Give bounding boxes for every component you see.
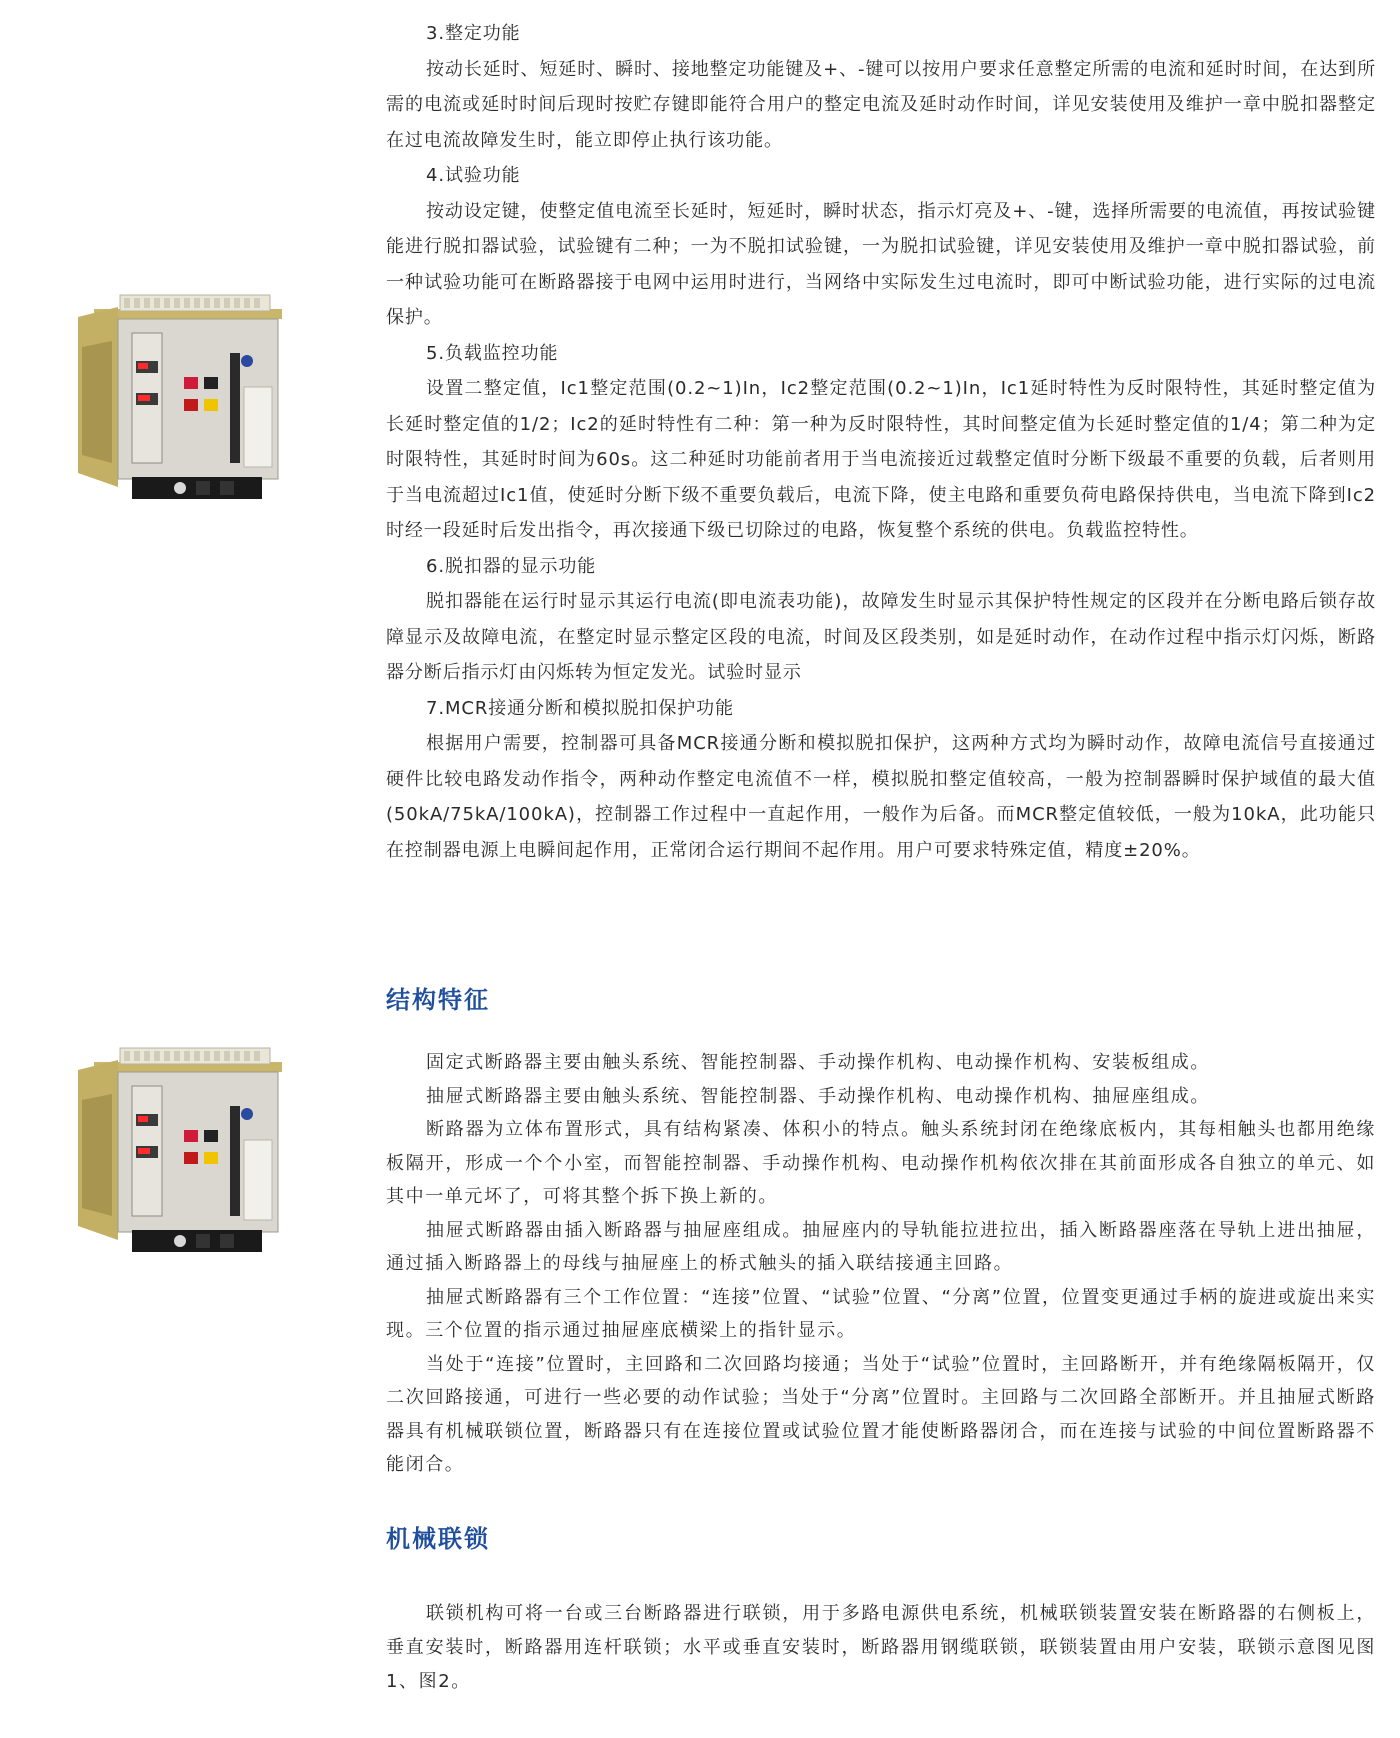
interlock-paragraph: 联锁机构可将一台或三台断路器进行联锁，用于多路电源供电系统，机械联锁装置安装在断路器的右侧板上，垂直安装时，断路器用连杆联锁；水平或垂直安装时，断路器用钢缆联锁，联锁装置由用户安装，联锁示意图见图1、图2。 xyxy=(386,1603,1376,1692)
function-body: 根据用户需要，控制器可具备MCR接通分断和模拟脱扣保护，这两种方式均为瞬时动作，故障电流信号直接通过硬件比较电路发动作指令，两种动作整定电流值不一样，模拟脱扣整定值较高，一般为控制器瞬时保护域值的最大值(50kA/75kA/100kA)，控制器工作过程中一直起作用，一般作为后备。而MCR整定值较低，一般为10kA，此功能只在控制器电源上电瞬间起作用，正常闭合运行期间不起作用。用户可要求特殊定值，精度±20%。 xyxy=(386,733,1376,861)
function-title: 3.整定功能 xyxy=(426,23,521,44)
structure-paragraph: 抽屉式断路器有三个工作位置：“连接”位置、“试验”位置、“分离”位置，位置变更通过手柄的旋进或旋出来实现。三个位置的指示通过抽屉座底横梁上的指针显示。 xyxy=(386,1286,1376,1341)
function-body: 按动设定键，使整定值电流至长延时，短延时，瞬时状态，指示灯亮及+、-键，选择所需要的电流值，再按试验键能进行脱扣器试验，试验键有二种；一为不脱扣试验键，一为脱扣试验键，详见安装使用及维护一章中脱扣器试验，前一种试验功能可在断路器接于电网中运用时进行，当网络中实际发生过电流时，即可中断试验功能，进行实际的过电流保护。 xyxy=(386,200,1376,328)
function-title: 6.脱扣器的显示功能 xyxy=(426,555,597,577)
structure-paragraph: 抽屉式断路器由插入断路器与抽屉座组成。抽屉座内的导轨能拉进拉出，插入断路器座落在导轨上进出抽屉，通过插入断路器上的母线与抽屉座上的桥式触头的插入联结接通主回路。 xyxy=(386,1219,1376,1274)
structure-section xyxy=(386,1046,1376,1482)
function-body: 设置二整定值，Ic1整定范围(0.2~1)In，Ic2整定范围(0.2~1)In，Ic1延时特性为反时限特性，其延时整定值为长延时整定值的1/2；Ic2的延时特性有二种：第一种为反时限特性，其时间整定值为长延时整定值的1/4；第二种为定时限特性，其延时时间为60s。这二种延时功能前者用于当电流接近过载整定值时分断下级最不重要的负载，后者则用于当电流超过Ic1值，使延时分断下级不重要负载后，电流下降，使主电路和重要负荷电路保持供电，当电流下降到Ic2时经一段延时后发出指令，再次接通下级已切除过的电路，恢复整个系统的供电。负载监控特性。 xyxy=(386,378,1376,541)
circuit-breaker-image xyxy=(72,287,312,527)
circuit-breaker-image xyxy=(72,1040,312,1280)
function-body: 按动长延时、短延时、瞬时、接地整定功能键及+、-键可以按用户要求任意整定所需的电流和延时时间，在达到所需的电流或延时时间后现时按贮存键即能符合用户的整定电流及延时动作时间，详见安装使用及维护一章中脱扣器整定在过电流故障发生时，能立即停止执行该功能。 xyxy=(386,58,1376,151)
interlock-heading: 机械联锁 xyxy=(386,1525,490,1553)
function-title: 7.MCR接通分断和模拟脱扣保护功能 xyxy=(426,697,734,719)
interlock-section xyxy=(386,1597,1376,1699)
structure-paragraph: 固定式断路器主要由触头系统、智能控制器、手动操作机构、电动操作机构、安装板组成。 xyxy=(426,1052,1210,1073)
function-body: 脱扣器能在运行时显示其运行电流(即电流表功能)，故障发生时显示其保护特性规定的区段并在分断电路后锁存故障显示及故障电流，在整定时显示整定区段的电流，时间及区段类别，如是延时动作，在动作过程中指示灯闪烁，断路器分断后指示灯由闪烁转为恒定发光。试验时显示 xyxy=(386,591,1376,683)
structure-paragraph: 断路器为立体布置形式，具有结构紧凑、体积小的特点。触头系统封闭在绝缘底板内，其每相触头也都用绝缘板隔开，形成一个个小室，而智能控制器、手动操作机构、电动操作机构依次排在其前面形成各自独立的单元、如其中一单元坏了，可将其整个拆下换上新的。 xyxy=(386,1119,1376,1207)
function-title: 4.试验功能 xyxy=(426,165,521,186)
functions-section xyxy=(386,16,1376,868)
structure-paragraph: 抽屉式断路器主要由触头系统、智能控制器、手动操作机构、电动操作机构、抽屉座组成。 xyxy=(426,1085,1210,1107)
structure-paragraph: 当处于“连接”位置时，主回路和二次回路均接通；当处于“试验”位置时，主回路断开，并有绝缘隔板隔开，仅二次回路接通，可进行一些必要的动作试验；当处于“分离”位置时。主回路与二次回路全部断开。并且抽屉式断路器具有机械联锁位置，断路器只有在连接位置或试验位置才能使断路器闭合，而在连接与试验的中间位置断路器不能闭合。 xyxy=(386,1353,1376,1475)
function-title: 5.负载监控功能 xyxy=(426,342,559,364)
structure-heading: 结构特征 xyxy=(386,986,490,1014)
